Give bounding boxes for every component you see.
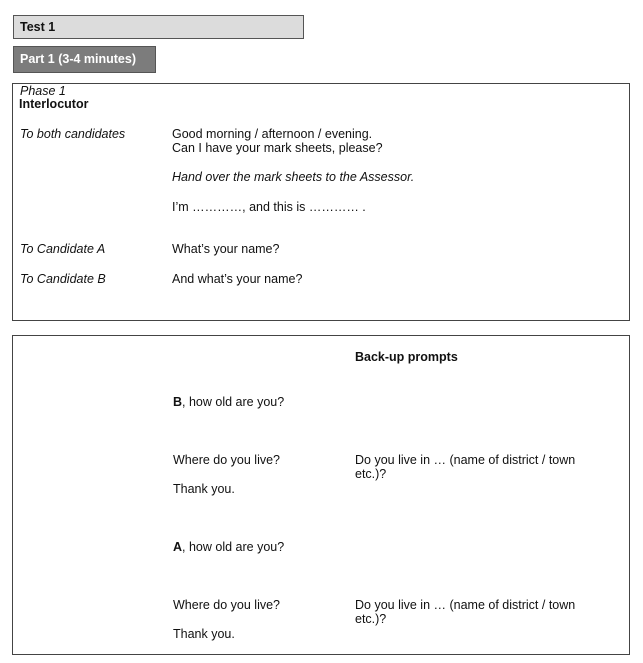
b-thanks: Thank you. [173,482,235,496]
greeting-line-1: Good morning / afternoon / evening. [172,127,373,141]
instruction-text: Hand over the mark sheets to the Assessor. [172,170,415,184]
a-age-text: , how old are you? [182,540,285,554]
test-title: Test 1 [20,20,56,34]
a-backup-line-1: Do you live in … (name of district / town [355,598,576,612]
a-letter: A [173,540,183,554]
b-where-question: Where do you live? [173,453,281,467]
b-letter: B [173,395,183,409]
backup-prompts-header: Back-up prompts [355,350,458,364]
b-backup-line-1: Do you live in … (name of district / town [355,453,576,467]
a-backup-line-2: etc.)? [355,612,387,626]
part-title: Part 1 (3-4 minutes) [20,52,137,66]
candidate-a-label: To Candidate A [20,242,106,256]
b-age-question [173,395,284,409]
b-backup-line-2: etc.)? [355,467,387,481]
greeting-line-2: Can I have your mark sheets, please? [172,141,383,155]
a-thanks: Thank you. [173,627,235,641]
role-label: Interlocutor [19,97,89,111]
intro-line: I’m …………, and this is ………… . [172,200,366,214]
phase-label: Phase 1 [20,84,66,98]
candidate-b-question: And what’s your name? [172,272,303,286]
both-candidates-label: To both candidates [20,127,126,141]
a-age-question [173,540,284,554]
part-title-box [13,46,156,73]
a-where-question: Where do you live? [173,598,281,612]
b-age-text: , how old are you? [182,395,285,409]
candidate-b-label: To Candidate B [20,272,106,286]
test-title-box [13,15,304,39]
candidate-a-question: What’s your name? [172,242,280,256]
